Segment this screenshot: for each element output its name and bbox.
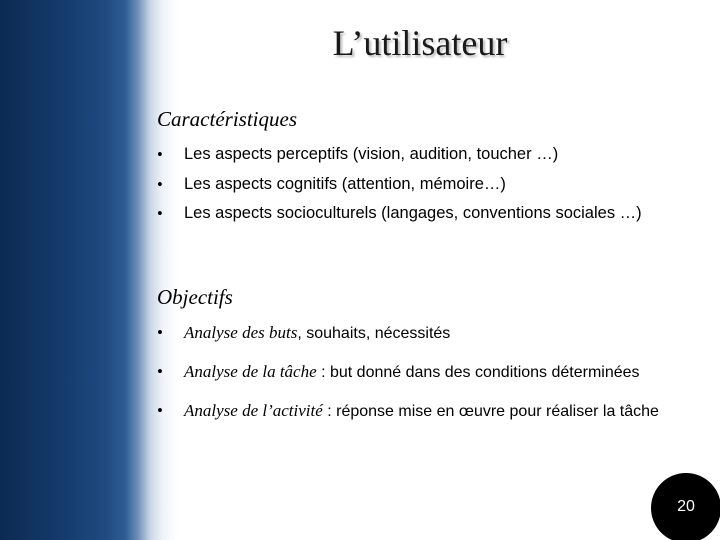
list-item-text: Les aspects cognitifs (attention, mémoire…) bbox=[184, 174, 506, 193]
list-item-text: : but donné dans des conditions déterminées bbox=[316, 364, 640, 381]
sidebar-gradient bbox=[0, 0, 300, 540]
bullet-icon: • bbox=[157, 174, 163, 194]
list-item-text: Les aspects perceptifs (vision, audition, toucher …) bbox=[184, 145, 559, 163]
bullet-icon: • bbox=[157, 401, 163, 420]
list-item-emphasis: Analyse des buts bbox=[184, 323, 298, 342]
bullet-icon: • bbox=[157, 204, 163, 223]
bullet-icon: • bbox=[157, 362, 163, 381]
page-number: 20 bbox=[677, 498, 695, 515]
list-item bbox=[157, 357, 712, 387]
slide-title: L’utilisateur bbox=[332, 23, 508, 63]
list-item-text: , souhaits, nécessités bbox=[297, 325, 451, 342]
list-item bbox=[157, 199, 642, 229]
caracteristiques-heading: Caractéristiques bbox=[157, 107, 297, 131]
bullet-icon: • bbox=[157, 323, 163, 342]
list-item-emphasis: Analyse de la tâche bbox=[184, 362, 317, 381]
caracteristiques-list bbox=[157, 140, 642, 229]
list-item bbox=[157, 170, 642, 200]
list-item bbox=[157, 140, 642, 170]
objectifs-heading: Objectifs bbox=[157, 285, 233, 309]
list-item bbox=[157, 396, 712, 426]
objectifs-list bbox=[157, 318, 712, 435]
list-item-emphasis: Analyse de l’activité bbox=[184, 401, 323, 420]
bullet-icon: • bbox=[157, 145, 163, 164]
list-item bbox=[157, 318, 712, 348]
list-item-text: Les aspects socioculturels (langages, conventions sociales …) bbox=[184, 204, 642, 222]
list-item-text: : réponse mise en œuvre pour réaliser la tâche bbox=[322, 403, 659, 420]
